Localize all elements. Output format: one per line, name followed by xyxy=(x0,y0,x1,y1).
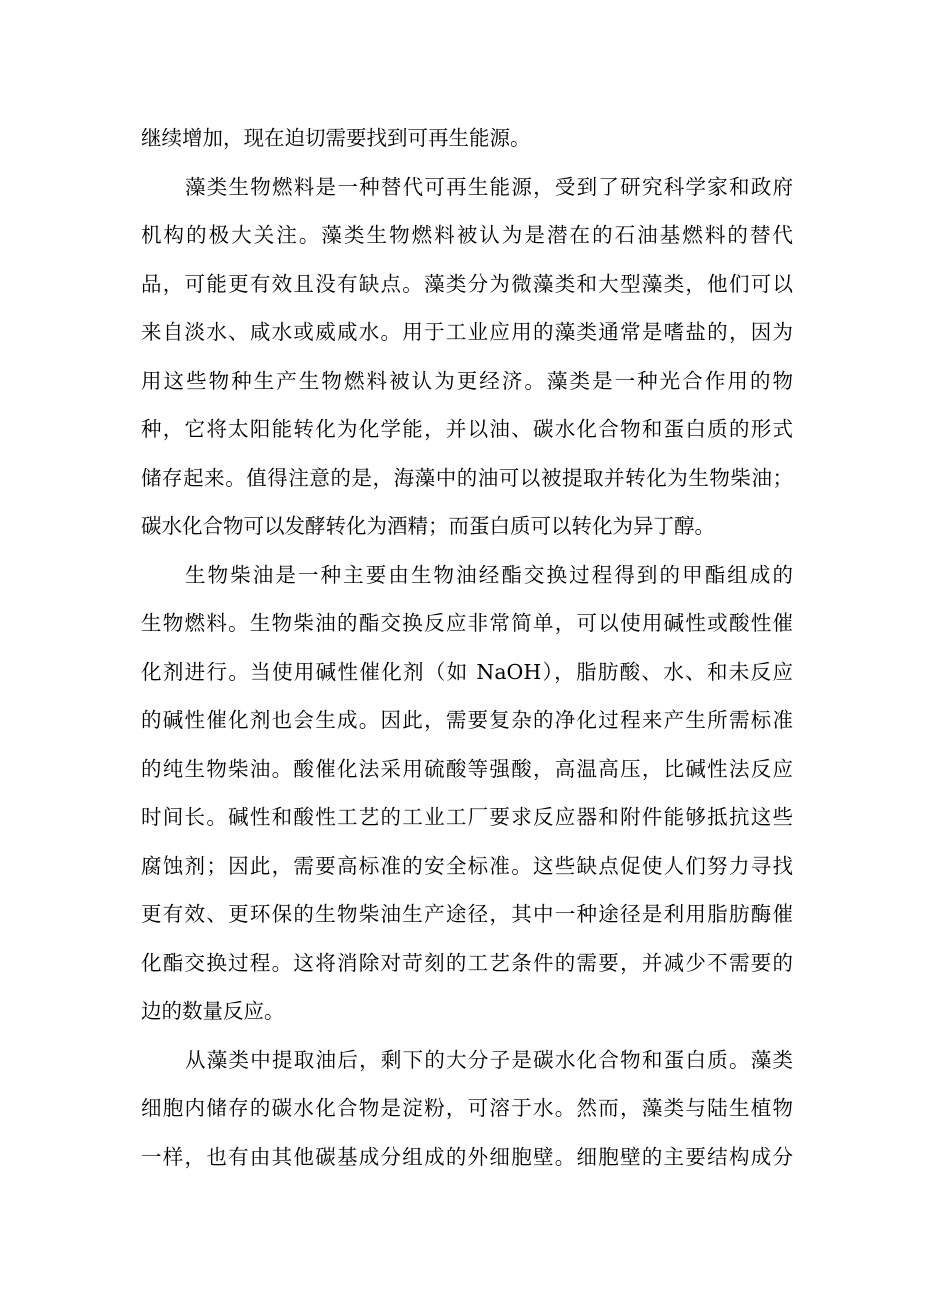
text-line: 化酯交换过程。这将消除对苛刻的工艺条件的需要，并减少不需要的 xyxy=(141,950,793,975)
text-line: 碳水化合物可以发酵转化为酒精；而蛋白质可以转化为异丁醇。 xyxy=(141,514,715,538)
text-line: 的纯生物柴油。酸催化法采用硫酸等强酸，高温高压，比碱性法反应 xyxy=(141,756,793,781)
text-line: 一样，也有由其他碳基成分组成的外细胞壁。细胞壁的主要结构成分 xyxy=(141,1144,793,1169)
text-line: 从藻类中提取油后，剩下的大分子是碳水化合物和蛋白质。藻类 xyxy=(185,1047,793,1072)
text-line: 生物燃料。生物柴油的酯交换反应非常简单，可以使用碱性或酸性催 xyxy=(141,611,793,635)
text-line: 边的数量反应。 xyxy=(141,999,285,1023)
text-line: 储存起来。值得注意的是，海藻中的油可以被提取并转化为生物柴油； xyxy=(141,465,793,490)
text-line: 继续增加，现在迫切需要找到可再生能源。 xyxy=(141,126,531,150)
text-line: 来自淡水、咸水或威咸水。用于工业应用的藻类通常是嗜盐的，因为 xyxy=(141,320,793,344)
text-line: 藻类生物燃料是一种替代可再生能源，受到了研究科学家和政府 xyxy=(185,174,793,199)
text-line: 种，它将太阳能转化为化学能，并以油、碳水化合物和蛋白质的形式 xyxy=(141,417,793,441)
text-line: 生物柴油是一种主要由生物油经酯交换过程得到的甲酯组成的 xyxy=(185,562,793,587)
text-line: 时间长。碱性和酸性工艺的工业工厂要求反应器和附件能够抵抗这些 xyxy=(141,805,793,829)
text-line: 品，可能更有效且没有缺点。藻类分为微藻类和大型藻类，他们可以 xyxy=(141,271,793,296)
text-line: 腐蚀剂；因此，需要高标准的安全标准。这些缺点促使人们努力寻找 xyxy=(141,853,793,878)
text-line: 化剂进行。当使用碱性催化剂（如 NaOH），脂肪酸、水、和未反应 xyxy=(141,659,793,684)
text-line: 的碱性催化剂也会生成。因此，需要复杂的净化过程来产生所需标准 xyxy=(141,708,793,732)
text-line: 机构的极大关注。藻类生物燃料被认为是潜在的石油基燃料的替代 xyxy=(141,223,793,247)
body-text xyxy=(141,114,793,1181)
text-line: 用这些物种生产生物燃料被认为更经济。藻类是一种光合作用的物 xyxy=(141,368,793,393)
text-line: 更有效、更环保的生物柴油生产途径，其中一种途径是利用脂肪酶催 xyxy=(141,902,793,926)
text-line: 细胞内储存的碳水化合物是淀粉，可溶于水。然而，藻类与陆生植物 xyxy=(141,1096,793,1120)
